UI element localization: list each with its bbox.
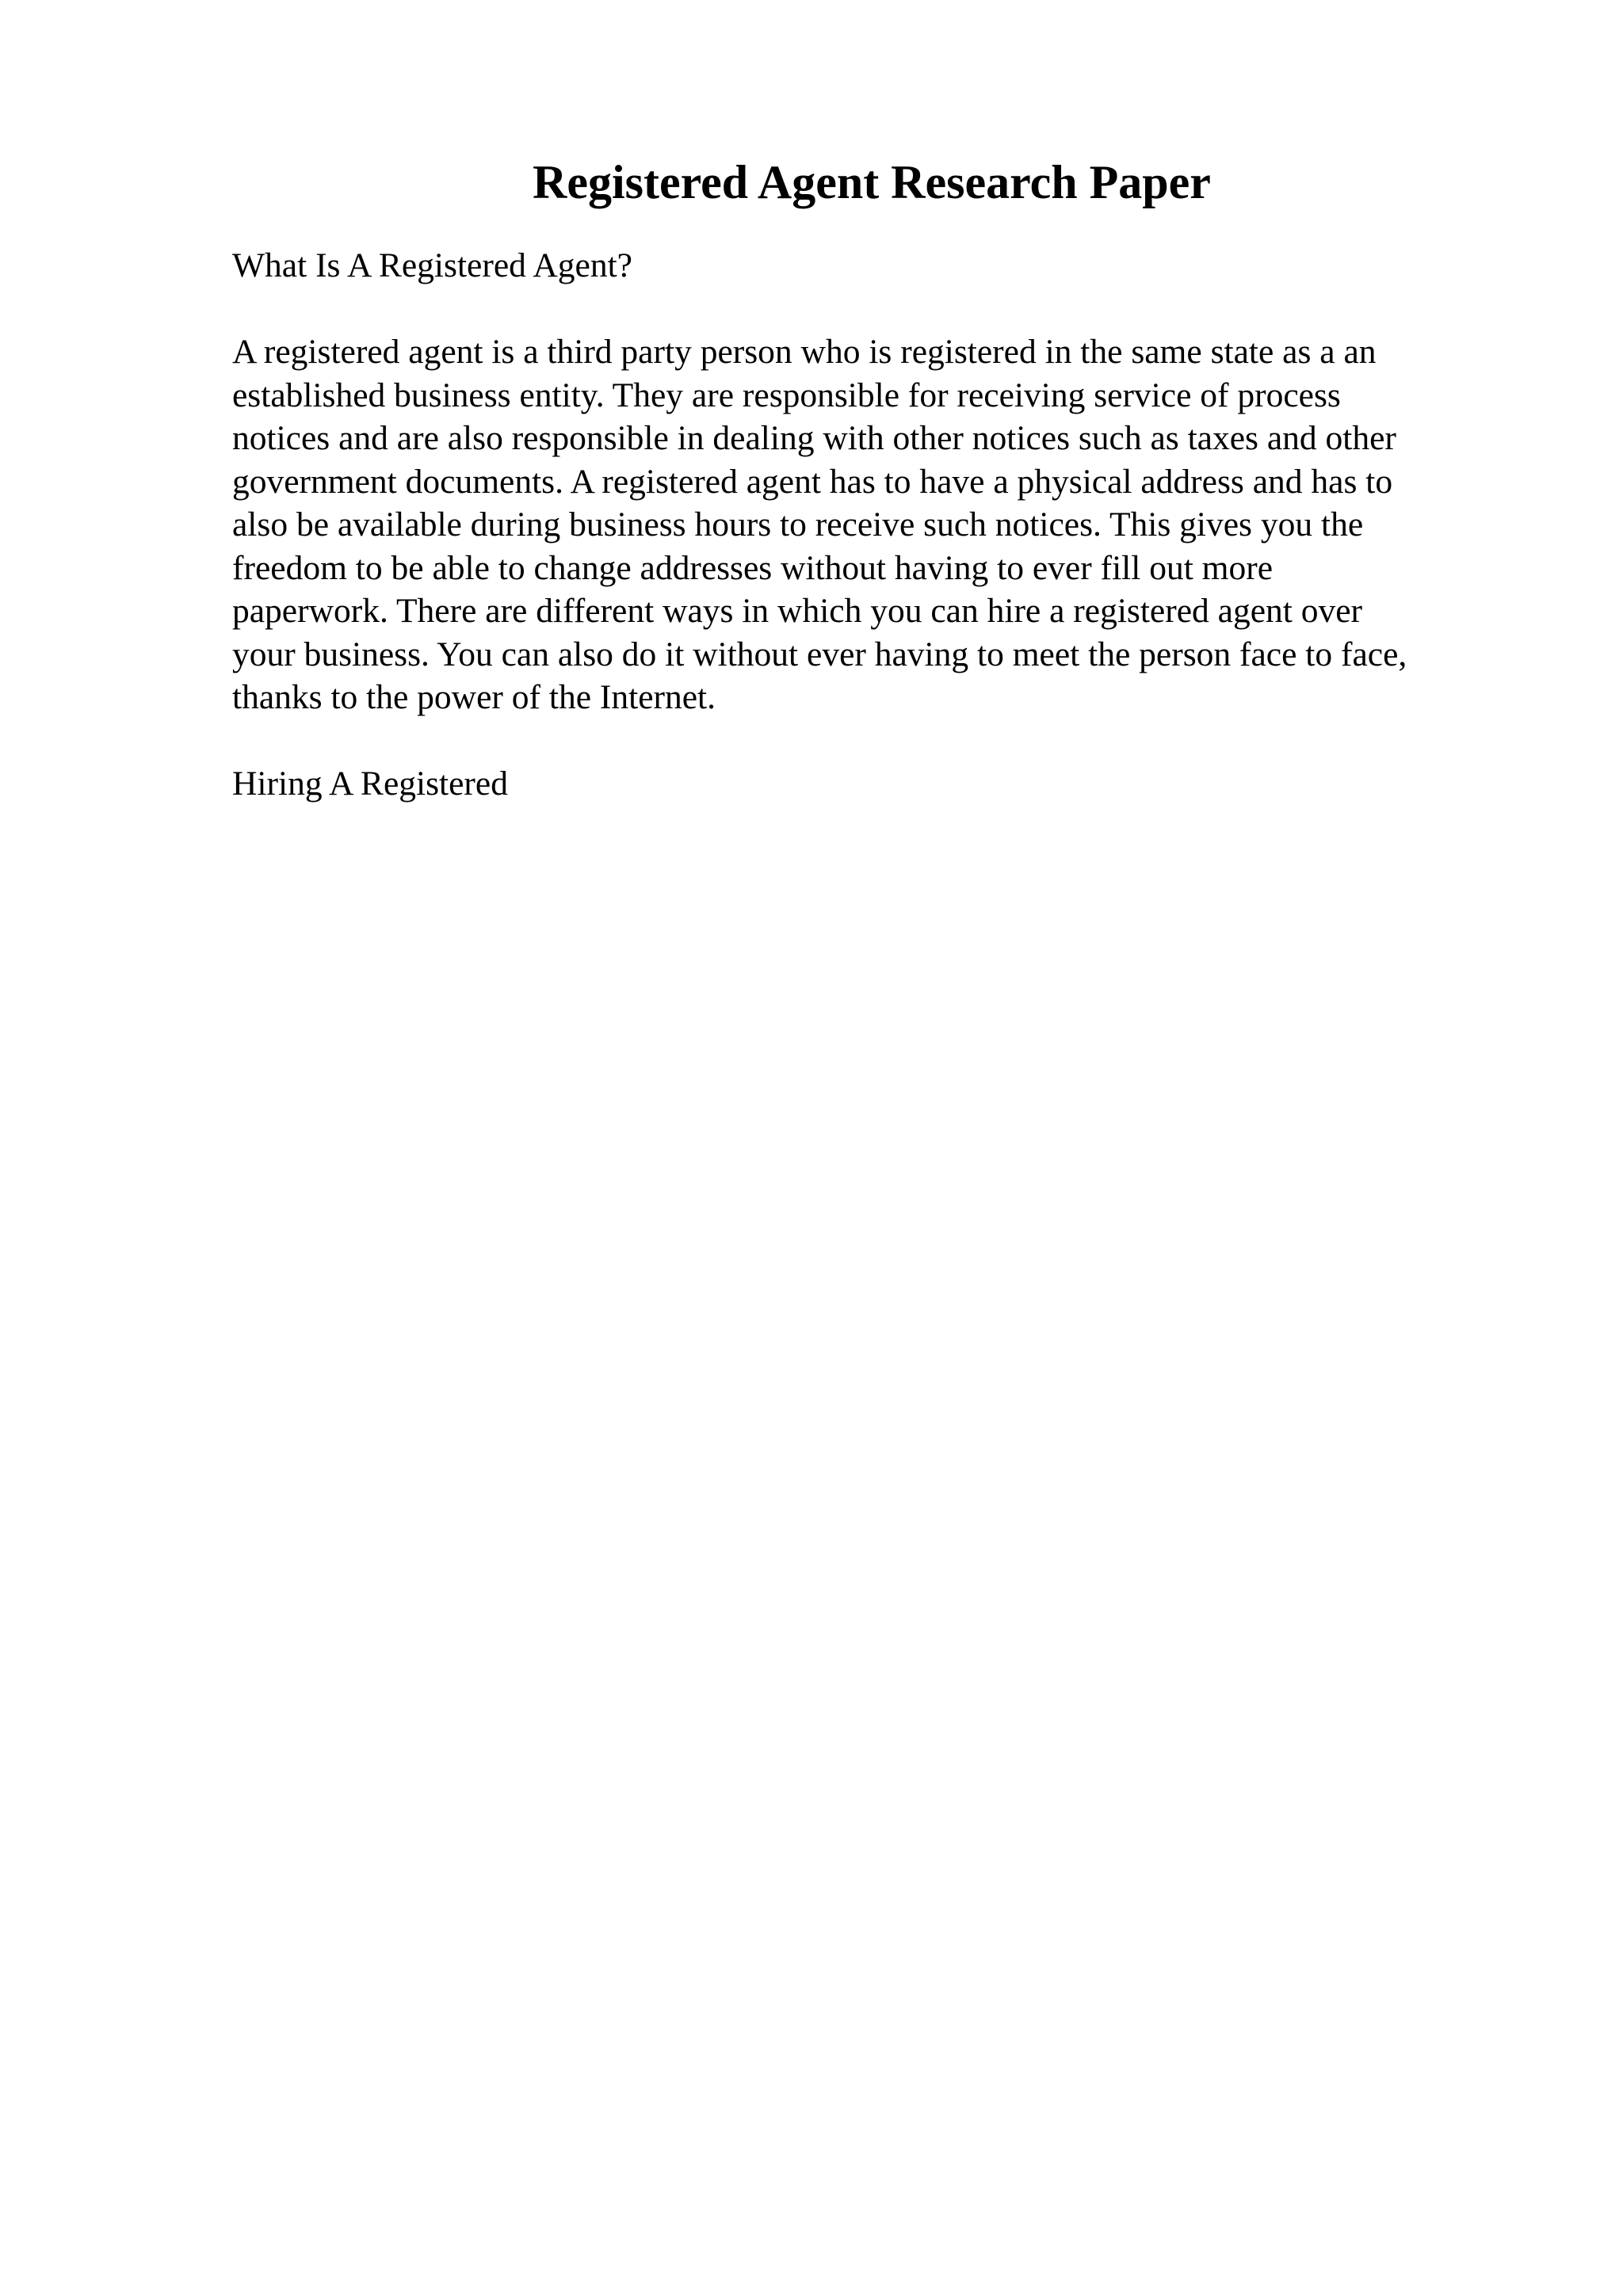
paragraph-line: also be available during business hours to receive such notices. This gives you the <box>232 505 1364 543</box>
paragraph-line: A registered agent is a third party person who is registered in the same state as a an <box>232 333 1377 371</box>
paragraph-line: freedom to be able to change addresses without having to ever fill out more <box>232 548 1274 587</box>
paragraph-line: thanks to the power of the Internet. <box>232 678 716 716</box>
section-heading-what-is: What Is A Registered Agent? <box>232 246 632 284</box>
document-title: Registered Agent Research Paper <box>533 156 1211 208</box>
paragraph-spacer <box>232 719 1516 763</box>
paragraph-line: your business. You can also do it without ever having to meet the person face to face, <box>232 635 1407 673</box>
paragraph-definition <box>232 330 1516 719</box>
paragraph-line: paperwork. There are different ways in which you can hire a registered agent over <box>232 592 1363 630</box>
document-body <box>232 244 1516 806</box>
paragraph-line: government documents. A registered agent has to have a physical address and has to <box>232 462 1393 501</box>
paragraph-line: established business entity. They are responsible for receiving service of process <box>232 376 1341 414</box>
paragraph-line: notices and are also responsible in dealing with other notices such as taxes and other <box>232 419 1396 457</box>
section-heading-hiring: Hiring A Registered <box>232 765 508 803</box>
